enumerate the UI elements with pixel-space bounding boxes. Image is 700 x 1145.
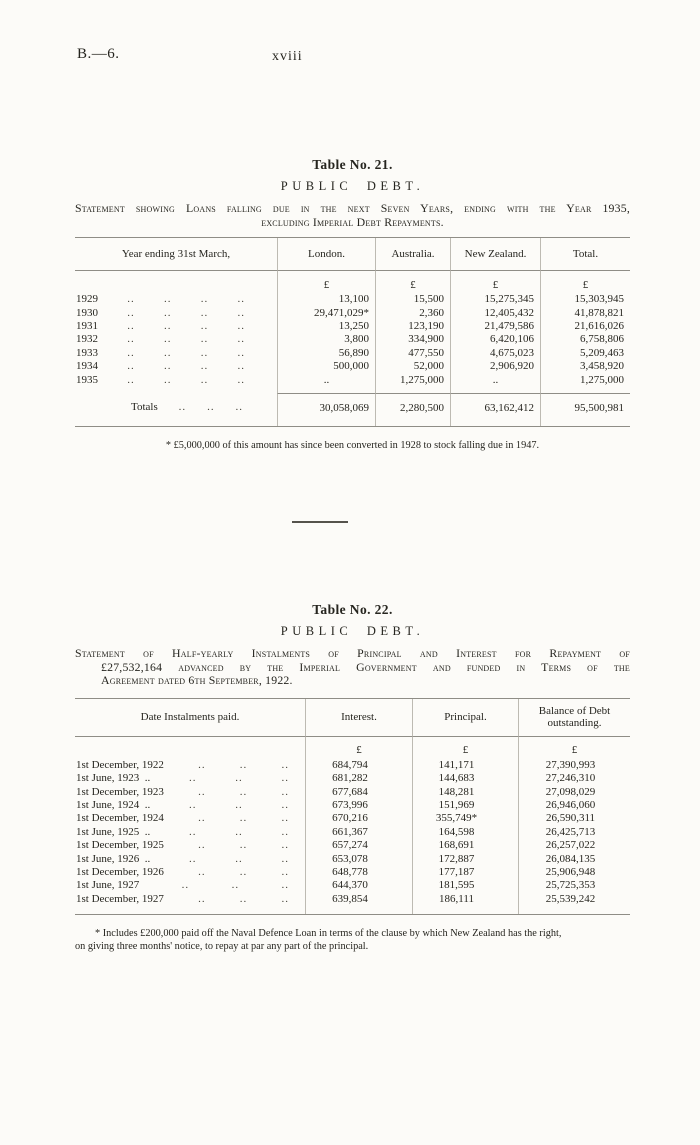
t21-row-year <box>75 293 277 306</box>
dot-leader: .. <box>200 320 209 332</box>
dot-leader: .. <box>127 320 135 332</box>
t22-cell-interest: 684,794 <box>305 759 412 772</box>
date-label: 1st December, 1925 <box>76 839 164 852</box>
t22-row-date <box>75 879 305 892</box>
table21-statement <box>75 202 630 229</box>
dot-leader: .. <box>281 852 289 865</box>
dot-leader: .. <box>164 320 172 332</box>
t22-row-date <box>75 812 305 825</box>
table21-grid <box>75 237 630 427</box>
table22-statement-line2: £27,532,164 advanced by the Imperial Government and funded in Terms of the <box>101 659 630 674</box>
t22-cell-interest: 670,216 <box>305 812 412 825</box>
dot-leader: .. <box>198 758 206 771</box>
dot-leader: .. <box>207 401 215 414</box>
table21-statement-line2: excluding Imperial Debt Repayments. <box>261 214 444 229</box>
dot-leader: .. <box>239 866 248 879</box>
dot-leader: .. <box>235 852 243 865</box>
dot-leader: .. <box>189 825 197 838</box>
dot-leader: .. <box>181 879 190 892</box>
t22-cell-balance: 26,084,135 <box>518 853 630 866</box>
t22-cell-principal: 141,171 <box>412 759 518 772</box>
t21-cell-total: 15,303,945 <box>540 293 630 306</box>
t22-cell-principal: 172,887 <box>412 853 518 866</box>
t22-row-date <box>75 866 305 879</box>
dot-leader: .. <box>127 306 135 319</box>
t22-cell-balance: 25,725,353 <box>518 879 630 892</box>
t22-cell-interest: 644,370 <box>305 879 412 892</box>
dot-leader: .. <box>235 772 243 785</box>
dot-leader: .. <box>237 360 245 373</box>
t21-currency-new-zealand: £ <box>450 271 540 293</box>
table22-heading: PUBLIC DEBT. <box>280 624 425 638</box>
t22-cell-principal: 186,111 <box>412 893 518 906</box>
t21-cell-australia: 123,190 <box>375 320 450 333</box>
t22-cell-balance: 26,425,713 <box>518 826 630 839</box>
t22-cell-principal: 355,749* <box>412 812 518 825</box>
dot-leader: .. <box>281 825 289 838</box>
dot-leader: .. <box>237 373 245 386</box>
t21-cell-london: 3,800 <box>277 333 375 346</box>
t22-currency-balance: £ <box>518 737 630 759</box>
dot-leader: .. <box>281 758 289 771</box>
table22-footnote <box>75 927 630 953</box>
dot-leader: .. <box>200 346 209 359</box>
dot-leader: .. <box>164 346 172 359</box>
t21-row-year <box>75 360 277 373</box>
table22-statement <box>75 647 630 688</box>
dot-leader: .. <box>178 401 187 414</box>
t22-row-date <box>75 799 305 812</box>
t22-cell-balance: 26,590,311 <box>518 812 630 825</box>
t21-total-australia: 2,280,500 <box>375 393 450 426</box>
date-label: 1st December, 1923 <box>76 785 164 798</box>
t21-header-australia: Australia. <box>375 238 450 271</box>
dot-leader: .. <box>200 293 209 306</box>
t22-cell-balance: 26,946,060 <box>518 799 630 812</box>
year-label: 1933 <box>76 346 98 359</box>
t21-cell-new-zealand: 12,405,432 <box>450 307 540 320</box>
t22-currency-principal: £ <box>412 737 518 759</box>
dot-leader: .. <box>281 839 289 852</box>
dot-leader: .. <box>200 306 209 319</box>
t21-cell-australia: 1,275,000 <box>375 374 450 387</box>
t22-cell-principal: 164,598 <box>412 826 518 839</box>
t21-cell-total: 21,616,026 <box>540 320 630 333</box>
dot-leader: .. <box>198 839 206 852</box>
t21-cell-total: 5,209,463 <box>540 347 630 360</box>
year-label: 1935 <box>76 373 98 386</box>
dot-leader: .. <box>239 785 248 798</box>
t22-row-date <box>75 839 305 852</box>
table21-statement-line1: Statement showing Loans falling due in the next Seven Years, ending with the Year 1935, <box>75 201 630 215</box>
t22-header-date: Date Instalments paid. <box>75 699 305 737</box>
t21-cell-new-zealand: 4,675,023 <box>450 347 540 360</box>
dot-leader: .. <box>237 293 245 306</box>
dot-leader: .. <box>281 799 289 811</box>
dot-leader: .. <box>198 866 206 879</box>
t22-spacer <box>518 906 630 914</box>
table21-footnote: * £5,000,000 of this amount has since been converted in 1928 to stock falling due in 1947. <box>165 440 540 452</box>
t22-cell-balance: 27,098,029 <box>518 786 630 799</box>
t21-cell-australia: 15,500 <box>375 293 450 306</box>
t21-totals-label-cell <box>75 393 277 426</box>
t21-currency-london: £ <box>277 271 375 293</box>
t22-spacer <box>305 906 412 914</box>
year-label: 1930 <box>76 306 98 319</box>
t21-cell-london: 13,250 <box>277 320 375 333</box>
table21-heading: PUBLIC DEBT. <box>280 179 425 193</box>
t21-cell-australia: 334,900 <box>375 333 450 346</box>
dot-leader: .. <box>127 333 135 346</box>
t22-cell-interest: 661,367 <box>305 826 412 839</box>
t21-total-london: 30,058,069 <box>277 393 375 426</box>
date-label: 1st December, 1927 <box>76 892 164 905</box>
table22-footnote-line1: * Includes £200,000 paid off the Naval Defence Loan in terms of the clause by which New Zealand has the right, <box>95 928 562 940</box>
dot-leader: .. <box>198 812 206 825</box>
dot-leader: .. <box>237 333 245 346</box>
t21-cell-total: 3,458,920 <box>540 360 630 373</box>
dot-leader: .. <box>164 333 172 346</box>
t22-row-date <box>75 772 305 785</box>
dot-leader: .. <box>281 892 289 905</box>
table22-title: Table No. 22. <box>312 602 393 617</box>
dot-leader: .. <box>189 772 197 785</box>
t21-cell-total: 1,275,000 <box>540 374 630 387</box>
t22-header-balance-line1: Balance of Debt <box>538 704 611 717</box>
date-label: 1st December, 1926 <box>76 866 164 879</box>
dot-leader: .. <box>200 333 209 346</box>
t22-cell-interest: 677,684 <box>305 786 412 799</box>
t21-cell-new-zealand: 2,906,920 <box>450 360 540 373</box>
dot-leader: .. <box>189 799 197 811</box>
dot-leader: .. <box>239 839 248 852</box>
date-label: 1st June, 1927 <box>76 879 140 892</box>
dot-leader: .. <box>189 852 197 865</box>
page-number: xviii <box>272 49 303 64</box>
dot-leader: .. <box>281 812 289 825</box>
dot-leader: .. <box>127 360 135 373</box>
dot-leader: .. <box>200 360 209 373</box>
t21-cell-new-zealand: 21,479,586 <box>450 320 540 333</box>
dot-leader: .. <box>239 758 248 771</box>
t21-currency-australia: £ <box>375 271 450 293</box>
t21-cell-total: 41,878,821 <box>540 307 630 320</box>
table22-footnote-line2: on giving three months' notice, to repay at par any part of the principal. <box>75 941 369 953</box>
t21-currency-total: £ <box>540 271 630 293</box>
t21-cell-new-zealand: .. <box>450 374 540 387</box>
dot-leader: .. <box>237 320 245 332</box>
t22-cell-principal: 148,281 <box>412 786 518 799</box>
t21-currency-spacer <box>75 271 277 293</box>
dot-leader: .. <box>235 825 243 838</box>
dot-leader: .. <box>198 892 206 905</box>
dot-leader: .. <box>198 785 206 798</box>
table22-statement-line1: Statement of Half-yearly Instalments of Principal and Interest for Repayment of <box>75 646 630 660</box>
dot-leader: .. <box>164 373 172 386</box>
totals-label: Totals <box>131 401 158 414</box>
t21-cell-london: 56,890 <box>277 347 375 360</box>
t21-cell-new-zealand: 15,275,345 <box>450 293 540 306</box>
t21-row-year <box>75 347 277 360</box>
section-divider-rule <box>292 521 348 523</box>
t22-cell-interest: 648,778 <box>305 866 412 879</box>
table22-section <box>75 602 630 954</box>
dot-leader: .. <box>164 306 172 319</box>
dot-leader: .. <box>239 892 248 905</box>
t22-spacer <box>412 906 518 914</box>
dot-leader: .. <box>281 785 289 798</box>
dot-leader: .. <box>200 373 209 386</box>
dot-leader: .. <box>281 772 289 785</box>
dot-leader: .. <box>127 346 135 359</box>
t22-cell-interest: 639,854 <box>305 893 412 906</box>
t22-row-date <box>75 826 305 839</box>
t21-cell-london: 13,100 <box>277 293 375 306</box>
t21-cell-new-zealand: 6,420,106 <box>450 333 540 346</box>
date-label: 1st June, 1925 .. <box>76 825 151 838</box>
table21-title: Table No. 21. <box>312 157 393 172</box>
year-label: 1932 <box>76 333 98 346</box>
t22-row-date <box>75 759 305 772</box>
t22-cell-interest: 657,274 <box>305 839 412 852</box>
t21-header-total: Total. <box>540 238 630 271</box>
dot-leader: .. <box>164 360 172 373</box>
dot-leader: .. <box>235 401 243 414</box>
t22-header-balance <box>518 699 630 737</box>
dot-leader: .. <box>164 293 172 306</box>
t22-cell-principal: 181,595 <box>412 879 518 892</box>
year-label: 1934 <box>76 360 98 373</box>
t21-cell-london: 500,000 <box>277 360 375 373</box>
t22-cell-interest: 681,282 <box>305 772 412 785</box>
t21-total-total: 95,500,981 <box>540 393 630 426</box>
t21-total-new-zealand: 63,162,412 <box>450 393 540 426</box>
t22-header-principal: Principal. <box>412 699 518 737</box>
date-label: 1st December, 1922 <box>76 758 164 771</box>
date-label: 1st June, 1923 .. <box>76 772 151 785</box>
dot-leader: .. <box>281 866 289 879</box>
t21-cell-london: .. <box>277 374 375 387</box>
table22-grid <box>75 698 630 915</box>
t21-cell-total: 6,758,806 <box>540 333 630 346</box>
t22-cell-balance: 26,257,022 <box>518 839 630 852</box>
t22-cell-balance: 25,906,948 <box>518 866 630 879</box>
t22-header-balance-line2: outstanding. <box>547 717 602 730</box>
dot-leader: .. <box>239 812 248 825</box>
dot-leader: .. <box>231 879 240 892</box>
t21-header-year: Year ending 31st March, <box>75 238 277 271</box>
t21-header-new-zealand: New Zealand. <box>450 238 540 271</box>
t22-row-date <box>75 853 305 866</box>
t22-currency-spacer <box>75 737 305 759</box>
t22-cell-principal: 168,691 <box>412 839 518 852</box>
year-label: 1931 <box>76 320 98 332</box>
t22-spacer <box>75 906 305 914</box>
t21-cell-london: 29,471,029* <box>277 307 375 320</box>
t22-row-date <box>75 893 305 906</box>
year-label: 1929 <box>76 293 98 306</box>
date-label: 1st December, 1924 <box>76 812 164 825</box>
dot-leader: .. <box>127 293 135 306</box>
table21-section <box>75 157 630 453</box>
table22-statement-line3: Agreement dated 6th September, 1922. <box>101 673 293 688</box>
t22-cell-principal: 151,969 <box>412 799 518 812</box>
dot-leader: .. <box>127 373 135 386</box>
t22-cell-interest: 673,996 <box>305 799 412 812</box>
t22-cell-balance: 27,246,310 <box>518 772 630 785</box>
t21-cell-australia: 52,000 <box>375 360 450 373</box>
dot-leader: .. <box>235 799 243 811</box>
date-label: 1st June, 1924 .. <box>76 799 151 811</box>
t22-header-interest: Interest. <box>305 699 412 737</box>
t21-cell-australia: 2,360 <box>375 307 450 320</box>
t22-row-date <box>75 786 305 799</box>
t22-cell-principal: 177,187 <box>412 866 518 879</box>
t21-row-year <box>75 374 277 387</box>
dot-leader: .. <box>281 879 289 892</box>
t22-currency-interest: £ <box>305 737 412 759</box>
t22-cell-balance: 27,390,993 <box>518 759 630 772</box>
t22-cell-balance: 25,539,242 <box>518 893 630 906</box>
date-label: 1st June, 1926 .. <box>76 852 151 865</box>
t21-row-year <box>75 333 277 346</box>
t22-cell-interest: 653,078 <box>305 853 412 866</box>
dot-leader: .. <box>237 306 245 319</box>
t21-header-london: London. <box>277 238 375 271</box>
t21-cell-australia: 477,550 <box>375 347 450 360</box>
t22-cell-principal: 144,683 <box>412 772 518 785</box>
dot-leader: .. <box>237 346 245 359</box>
t21-row-year <box>75 320 277 333</box>
doc-reference: B.—6. <box>77 46 120 62</box>
t21-row-year <box>75 307 277 320</box>
